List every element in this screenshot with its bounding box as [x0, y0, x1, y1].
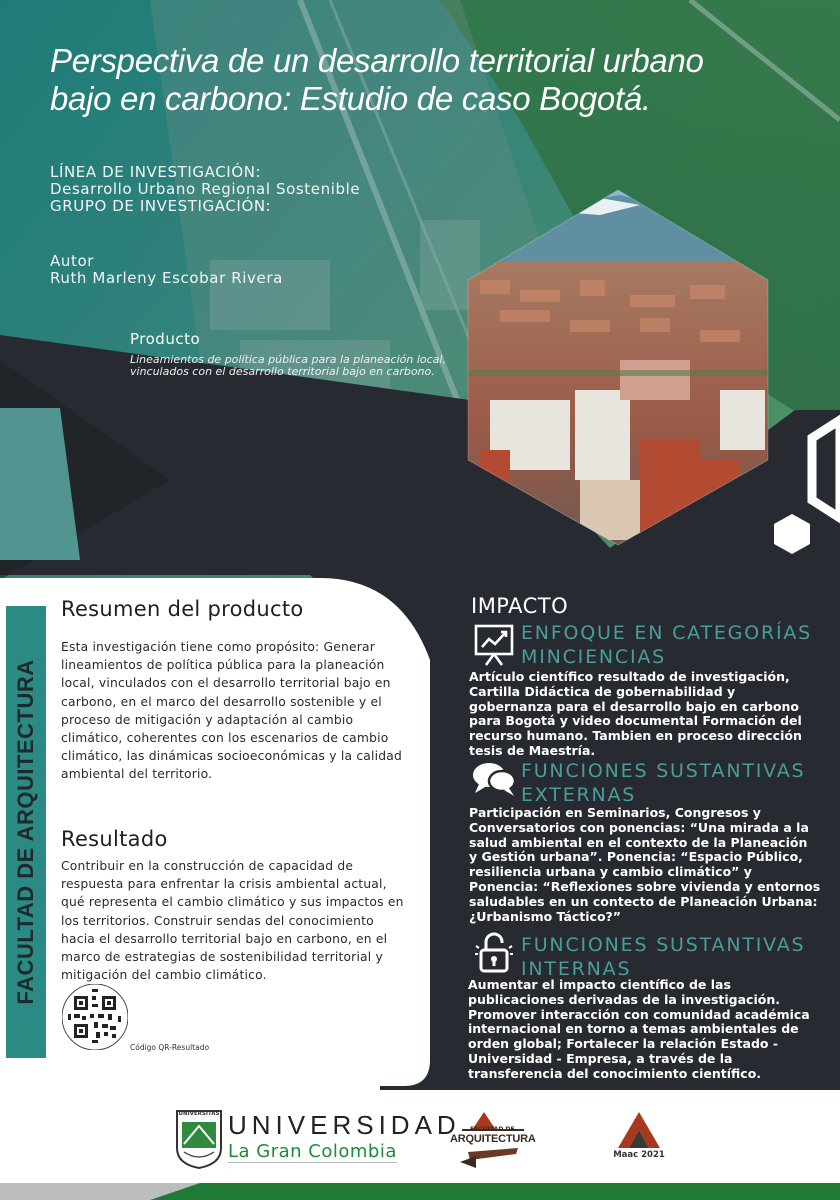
category-2-title-line-1: FUNCIONES SUSTANTIVAS [521, 760, 806, 782]
category-2-line: resiliencia urbana y cambio climático” y [469, 864, 752, 880]
category-1-line: gobernanza para el desarrollo bajo en carbono [469, 698, 799, 714]
summary-line: climático, las dinámicas socioeconómicas y la calidad [61, 749, 403, 764]
category-1-line: Cartilla Didáctica de gobernabilidad y [469, 683, 736, 699]
unlock-icon [474, 930, 514, 974]
category-1-line: tesis de Maestría. [469, 742, 596, 758]
category-1-title-line-1: ENFOQUE EN CATEGORÍAS [521, 622, 813, 644]
university-seal-text: UNIVERSITAS [178, 1111, 220, 1117]
product-description [130, 354, 446, 378]
summary-line: ambiental del territorio. [61, 767, 213, 782]
result-line: qué representa el cambio climático y sus impactos en [61, 895, 404, 910]
category-3-line: Promover interacción con comunidad académica [468, 1006, 810, 1022]
university-name-secondary: La Gran Colombia [228, 1141, 397, 1162]
category-2-line: Participación en Seminarios, Congresos y [469, 805, 761, 820]
author-block [50, 253, 283, 287]
category-2-line: saludables en un contecto de Planeación Urbana: [469, 893, 818, 909]
product-line-1: Lineamientos de política pública para la planeación local, [130, 353, 446, 366]
summary-title: Resumen del producto [61, 597, 304, 621]
category-3-line: orden global; Fortalecer la relación Estado - [468, 1036, 779, 1052]
university-name: UNIVERSIDAD [228, 1110, 461, 1140]
category-2-title [521, 759, 805, 807]
speech-bubbles-icon [471, 760, 517, 800]
summary-text [61, 638, 421, 784]
research-line-value: Desarrollo Urbano Regional Sostenible [50, 180, 361, 198]
category-1-line: para Bogotá y video documental Formación del [469, 713, 802, 729]
qr-code-icon[interactable] [62, 984, 128, 1050]
summary-line: lineamientos de política pública para la planeación [61, 658, 385, 673]
maac-label: Maac 2021 [613, 1150, 665, 1160]
poster-title [50, 42, 750, 118]
product-label: Producto [130, 330, 201, 348]
category-3-title-line-1: FUNCIONES SUSTANTIVAS [521, 934, 806, 956]
category-1-text [469, 670, 834, 759]
category-3-title [521, 933, 805, 981]
category-3-line: internacional en torno a temas ambientales de [468, 1021, 799, 1037]
result-line: Contribuir en la construcción de capacidad de [61, 859, 354, 873]
author-label: Autor [50, 252, 94, 270]
category-1-line: Artículo científico resultado de investigación, [469, 669, 790, 684]
faculty-logo-line-2: ARQUITECTURA [450, 1133, 536, 1145]
maac-logo [616, 1110, 662, 1150]
category-2-title-line-2: EXTERNAS [521, 784, 637, 806]
summary-line: carbono, en el marco del desarrollo sostenible y el [61, 694, 382, 709]
result-line: hacia el desarrollo territorial bajo en carbono, en el [61, 931, 388, 946]
category-2-text [469, 806, 834, 924]
category-2-line: y Gestión urbana”. Ponencia: “Espacio Público, [469, 849, 803, 865]
category-1-title [521, 621, 812, 669]
research-line-label: LÍNEA DE INVESTIGACIÓN: [50, 163, 262, 181]
faculty-logo-line-1: FACULTAD DE [470, 1126, 515, 1133]
category-2-line: Conversatorios con ponencias: “Una mirada a la [469, 819, 809, 835]
result-line: los territorios. Construir sendas del conocimiento [61, 913, 374, 928]
summary-line: proceso de mitigación y adaptación al cambio [61, 712, 354, 727]
category-3-line: Universidad - Empresa, a través de la [468, 1050, 733, 1066]
category-3-line: transferencia del conocimiento científico. [468, 1065, 762, 1081]
research-group-label: GRUPO DE INVESTIGACIÓN: [50, 197, 272, 215]
author-name: Ruth Marleny Escobar Rivera [50, 269, 283, 287]
result-line: respuesta para enfrentar la crisis ambiental actual, [61, 877, 387, 892]
faculty-vertical-text: FACULTAD DE ARQUITECTURA [13, 659, 38, 1005]
category-1-line: recurso humano. Tambien en proceso dirección [469, 728, 802, 744]
category-1-title-line-2: MINCIENCIAS [521, 646, 667, 668]
qr-caption: Código QR-Resultado [130, 1043, 210, 1052]
category-2-line: salud ambiental en el contexto de la Planeación [469, 834, 808, 850]
presentation-chart-icon [474, 624, 514, 666]
summary-line: climático, coherentes con los escenarios de cambio [61, 731, 389, 746]
result-text [61, 857, 421, 984]
category-3-text [468, 978, 833, 1082]
result-line: marco de estrategias de sostenibilidad territorial y [61, 950, 383, 965]
category-3-line: Aumentar el impacto científico de las [468, 977, 731, 992]
category-2-line: ¿Urbanismo Táctico?” [469, 908, 622, 924]
summary-line: local, vinculados con el desarrollo territorial bajo en [61, 676, 391, 691]
product-line-2: vinculados con el desarrollo territorial bajo en carbono. [130, 365, 435, 378]
research-line-block [50, 164, 360, 215]
summary-line: Esta investigación tiene como propósito: Generar [61, 640, 376, 654]
university-seal-logo [174, 1108, 224, 1170]
faculty-vertical-banner [6, 606, 46, 1058]
impact-title: IMPACTO [471, 594, 569, 618]
result-line: mitigación del cambio climático. [61, 968, 267, 983]
category-2-line: Ponencia: “Reflexiones sobre vivienda y entornos [469, 878, 821, 894]
category-3-line: publicaciones derivadas de la investigación. [468, 991, 780, 1007]
category-3-title-line-2: INTERNAS [521, 958, 632, 980]
result-title: Resultado [61, 827, 168, 851]
title-line-1: Perspectiva de un desarrollo territorial urbano [50, 42, 704, 79]
title-line-2: bajo en carbono: Estudio de caso Bogotá. [50, 80, 651, 117]
